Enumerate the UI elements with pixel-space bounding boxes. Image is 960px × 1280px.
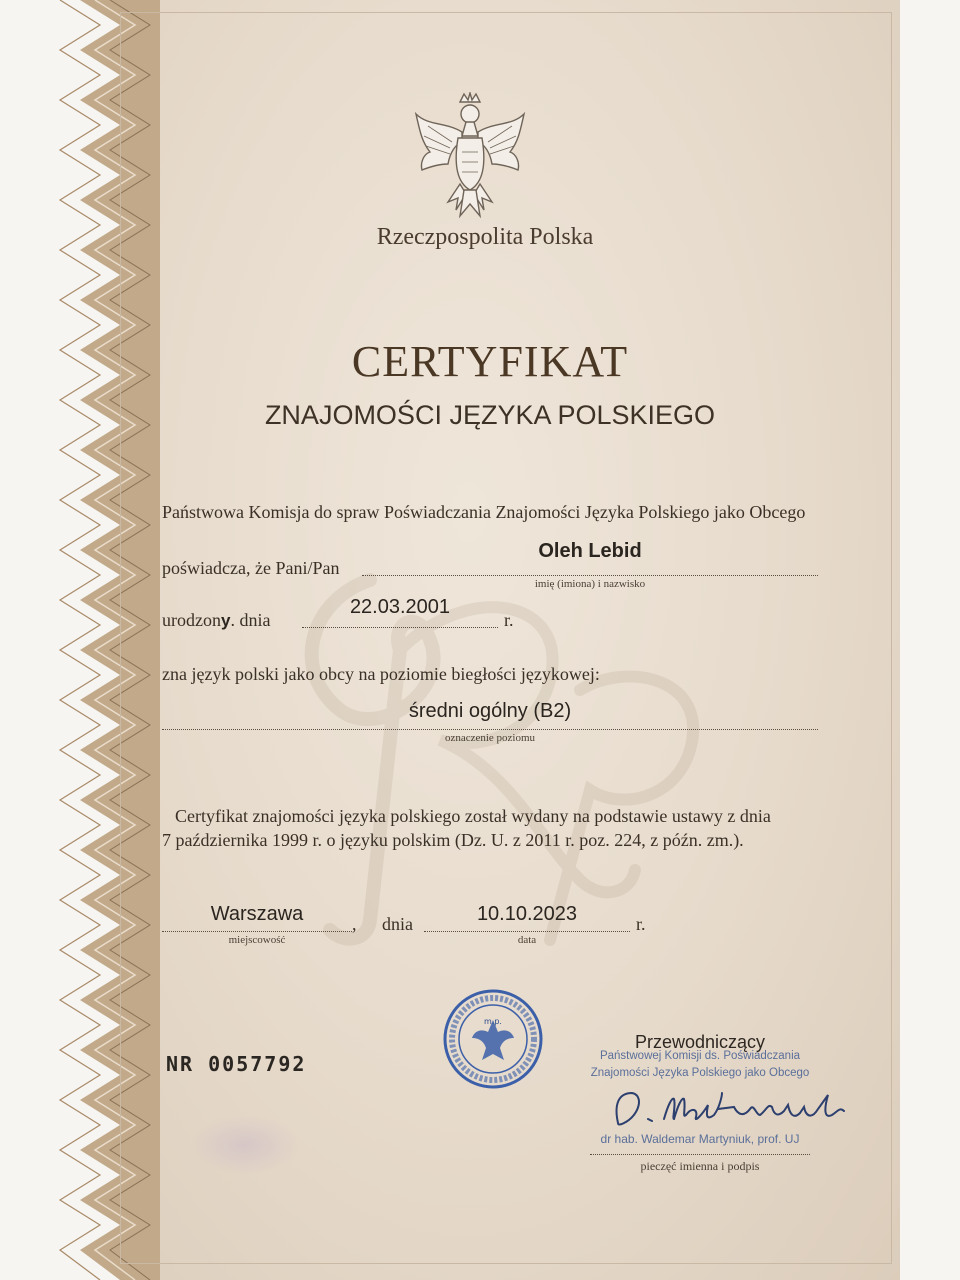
handwritten-signature xyxy=(588,1085,868,1135)
legal-basis-line2: 7 października 1999 r. o języku polskim (Dz. U. z 2011 r. poz. 224, z późn. zm.). xyxy=(162,830,744,850)
born-label xyxy=(162,610,270,631)
birth-date: 22.03.2001 xyxy=(349,596,451,618)
issue-date: 10.10.2023 xyxy=(476,903,578,925)
chair-signatory: dr hab. Waldemar Martyniuk, prof. UJ xyxy=(600,1132,800,1146)
level-caption: oznaczenie poziomu xyxy=(444,732,536,744)
certificate-title: CERTYFIKAT xyxy=(351,337,629,386)
born-prefix: urodzon xyxy=(162,610,221,630)
seal-mp: m.p. xyxy=(484,1017,502,1026)
level-intro: zna język polski jako obcy na poziomie biegłości językowej: xyxy=(162,664,600,684)
date-label: dnia xyxy=(382,914,413,934)
name-caption: imię (imiona) i nazwisko xyxy=(534,578,646,590)
chair-org-line1: Państwowej Komisji ds. Poświadczania xyxy=(599,1050,801,1062)
place-dotted-line xyxy=(162,930,352,932)
holder-name: Oleh Lebid xyxy=(538,540,642,562)
paper-stain xyxy=(190,1115,300,1175)
birth-year-abbr: r. xyxy=(504,610,514,630)
certificate-number: NR 0057792 xyxy=(166,1052,307,1076)
date-dotted-line xyxy=(424,930,630,932)
date-caption: data xyxy=(517,934,537,946)
official-seal-icon xyxy=(442,988,544,1090)
legal-basis-line1: Certyfikat znajomości języka polskiego został wydany na podstawie ustawy z dnia xyxy=(175,806,771,826)
certificate-subtitle: ZNAJOMOŚCI JĘZYKA POLSKIEGO xyxy=(264,400,716,430)
born-suffix: y xyxy=(220,611,231,630)
chair-org-line2: Znajomości Języka Polskiego jako Obcego xyxy=(590,1067,810,1079)
place-caption: miejscowość xyxy=(228,934,286,946)
place-comma: , xyxy=(352,914,357,934)
stamp-caption: pieczęć imienna i podpis xyxy=(640,1159,760,1173)
level-dotted-line xyxy=(162,728,818,730)
name-dotted-line xyxy=(362,574,818,576)
chair-title: Przewodniczący xyxy=(634,1032,766,1052)
signature-dotted-line xyxy=(590,1153,810,1155)
country-name: Rzeczpospolita Polska xyxy=(376,224,594,250)
issue-year-abbr: r. xyxy=(636,914,646,934)
polish-eagle-icon xyxy=(408,92,532,220)
born-day-label: . dnia xyxy=(230,610,271,630)
issue-place: Warszawa xyxy=(210,903,304,925)
level-value: średni ogólny (B2) xyxy=(408,700,572,722)
birthdate-dotted-line xyxy=(302,626,498,628)
certifies-label: poświadcza, że Pani/Pan xyxy=(162,558,340,578)
commission-name: Państwowa Komisja do spraw Poświadczania Znajomości Języka Polskiego jako Obcego xyxy=(162,502,806,522)
